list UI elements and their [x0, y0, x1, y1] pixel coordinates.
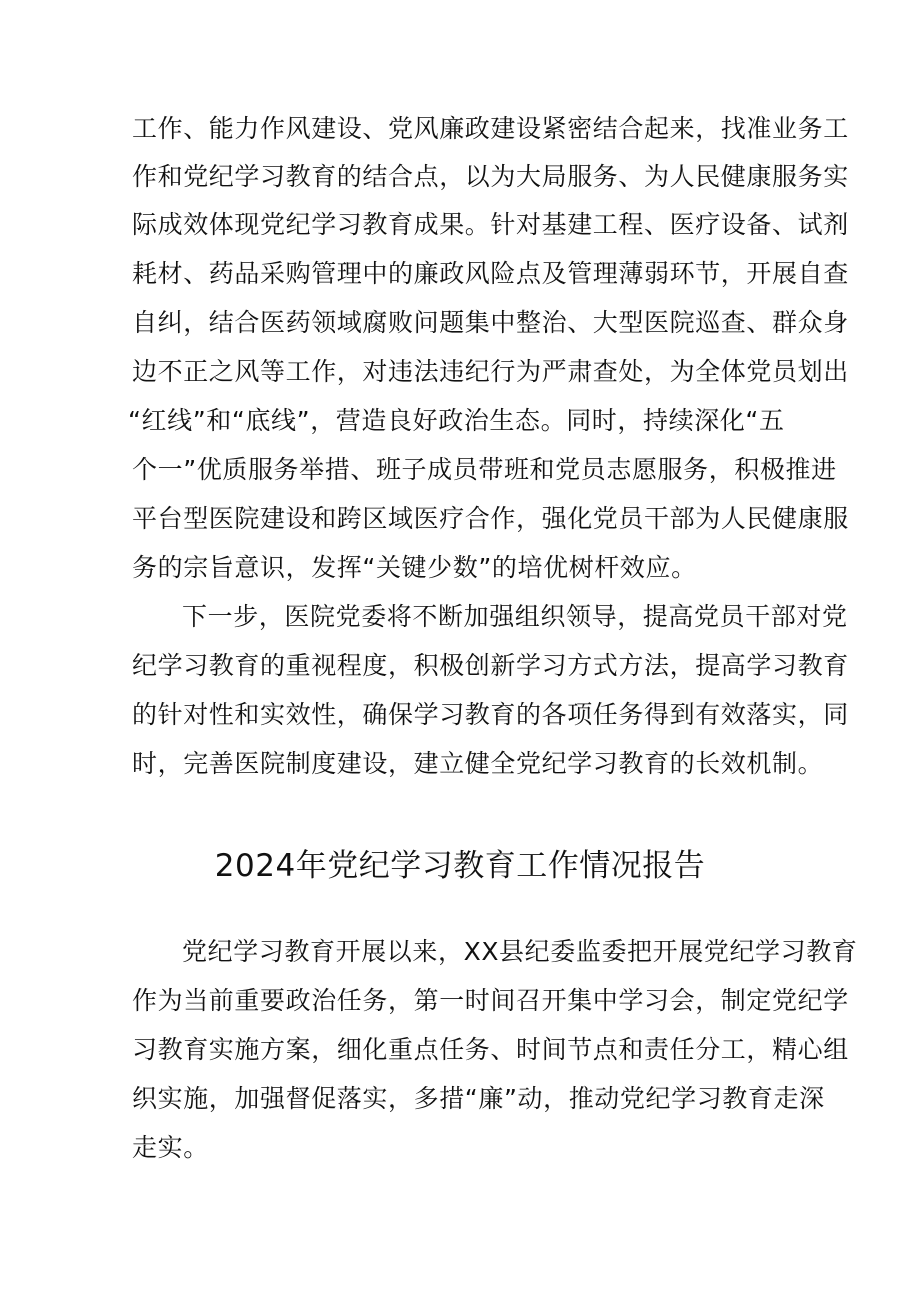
paragraph-line: 自纠，结合医药领域腐败问题集中整治、大型医院巡查、群众身	[132, 308, 849, 337]
section-title: 2024年党纪学习教育工作情况报告	[214, 848, 706, 884]
paragraph-line: 织实施，加强督促落实，多措“廉”动，推动党纪学习教育走深	[132, 1084, 825, 1113]
paragraph-line: 作和党纪学习教育的结合点，以为大局服务、为人民健康服务实	[132, 162, 849, 191]
paragraph-line: 际成效体现党纪学习教育成果。针对基建工程、医疗设备、试剂	[132, 210, 849, 239]
paragraph-line: “红线”和“底线”，营造良好政治生态。同时，持续深化“五	[128, 406, 785, 435]
paragraph-line: 走实。	[132, 1133, 209, 1162]
paragraph-line: 边不正之风等工作，对违法违纪行为严肃查处，为全体党员划出	[132, 357, 849, 386]
paragraph-line: 时，完善医院制度建设，建立健全党纪学习教育的长效机制。	[132, 749, 824, 778]
paragraph-line: 习教育实施方案，细化重点任务、时间节点和责任分工，精心组	[132, 1035, 849, 1064]
paragraph-line: 作为当前重要政治任务，第一时间召开集中学习会，制定党纪学	[132, 986, 849, 1015]
paragraph-line: 的针对性和实效性，确保学习教育的各项任务得到有效落实，同	[132, 700, 849, 729]
paragraph-line: 纪学习教育的重视程度，积极创新学习方式方法，提高学习教育	[132, 651, 849, 680]
paragraph-line: 下一步，医院党委将不断加强组织领导，提高党员干部对党	[182, 602, 848, 631]
paragraph-line: 平台型医院建设和跨区域医疗合作，强化党员干部为人民健康服	[132, 504, 849, 533]
paragraph-line: 党纪学习教育开展以来，XX县纪委监委把开展党纪学习教育	[182, 937, 858, 966]
paragraph-line: 耗材、药品采购管理中的廉政风险点及管理薄弱环节，开展自查	[132, 259, 849, 288]
paragraph-line: 工作、能力作风建设、党风廉政建设紧密结合起来，找准业务工	[132, 114, 849, 143]
paragraph-line: 务的宗旨意识，发挥“关键少数”的培优树杆效应。	[132, 553, 697, 582]
paragraph-line: 个一”优质服务举措、班子成员带班和党员志愿服务，积极推进	[132, 455, 837, 484]
